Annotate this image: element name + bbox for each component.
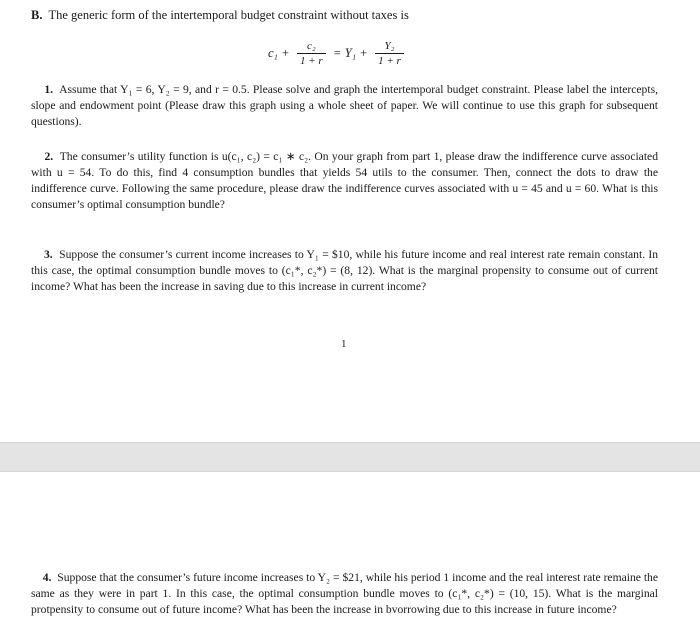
question-4-number: 4. [42, 571, 52, 584]
document-page-2 [0, 472, 700, 643]
section-title: The generic form of the intertemporal budget constraint without taxes is [48, 8, 409, 22]
eq-fraction-c2 [297, 40, 326, 67]
question-3-text: Suppose the consumer’s current income increases to Y₁ = $10, while his future income and real interest rate remain constant. In this case, the optimal consumption bundle moves to (c₁*, c₂*) = (8, 12). What is the marginal propensity to consume out of current income? What has been the increase in saving due to this increase in current income? [31, 248, 659, 293]
eq-plus-1: + [281, 45, 289, 60]
question-4-text: Suppose that the consumer’s future income increases to Y₂ = $21, while his period 1 income and the real interest rate remaine the same as they were in part 1. In this case, the optimal consumption bundle moves to (c₁*, c₂*) = (10, 15). What is the marginal protpensity to consume out of future income? What has been the increase in bvorrowing due to this increase in future income? [31, 571, 658, 616]
eq-y1: Y₁ [344, 45, 357, 60]
question-1 [31, 82, 658, 130]
eq-frac1-denominator: 1 + r [297, 53, 326, 67]
eq-fraction-y2 [375, 40, 404, 67]
question-1-number: 1. [44, 83, 54, 96]
question-2 [31, 149, 658, 213]
question-2-number: 2. [44, 150, 54, 163]
question-3-number: 3. [43, 248, 53, 261]
question-2-text: The consumer’s utility function is u(c₁, c₂) = c₁ ∗ c₂. On your graph from part 1, please draw the indifference curve associated with u = 54. To do this, find 4 consumption bundles that yields 54 utils to the consumer. Then, connect the dots to draw the indifference curve. Following the same procedure, please draw the indifference curves associated with u = 45 and u = 60. What is this consumer’s optimal consumption bundle? [31, 150, 658, 211]
eq-frac2-denominator: 1 + r [375, 53, 404, 67]
section-label: B. [31, 8, 43, 22]
eq-c1: c₁ [268, 45, 278, 60]
question-4 [31, 570, 658, 618]
budget-constraint-equation [268, 34, 408, 72]
question-1-text: Assume that Y₁ = 6, Y₂ = 9, and r = 0.5. Please solve and graph the intertemporal budget constraint. Please label the intercepts, slope and endowment point (Please draw this graph using a whole sheet of paper. We will continue to use this graph for subsequent questions). [31, 83, 658, 128]
eq-frac2-numerator: Y₂ [384, 39, 395, 52]
eq-equals: = [333, 45, 341, 60]
page-separator [0, 442, 700, 472]
question-3 [31, 247, 658, 295]
eq-plus-2: + [360, 45, 368, 60]
eq-frac1-numerator: c₂ [306, 39, 316, 52]
page-number: 1 [341, 338, 347, 350]
section-heading [31, 8, 409, 23]
